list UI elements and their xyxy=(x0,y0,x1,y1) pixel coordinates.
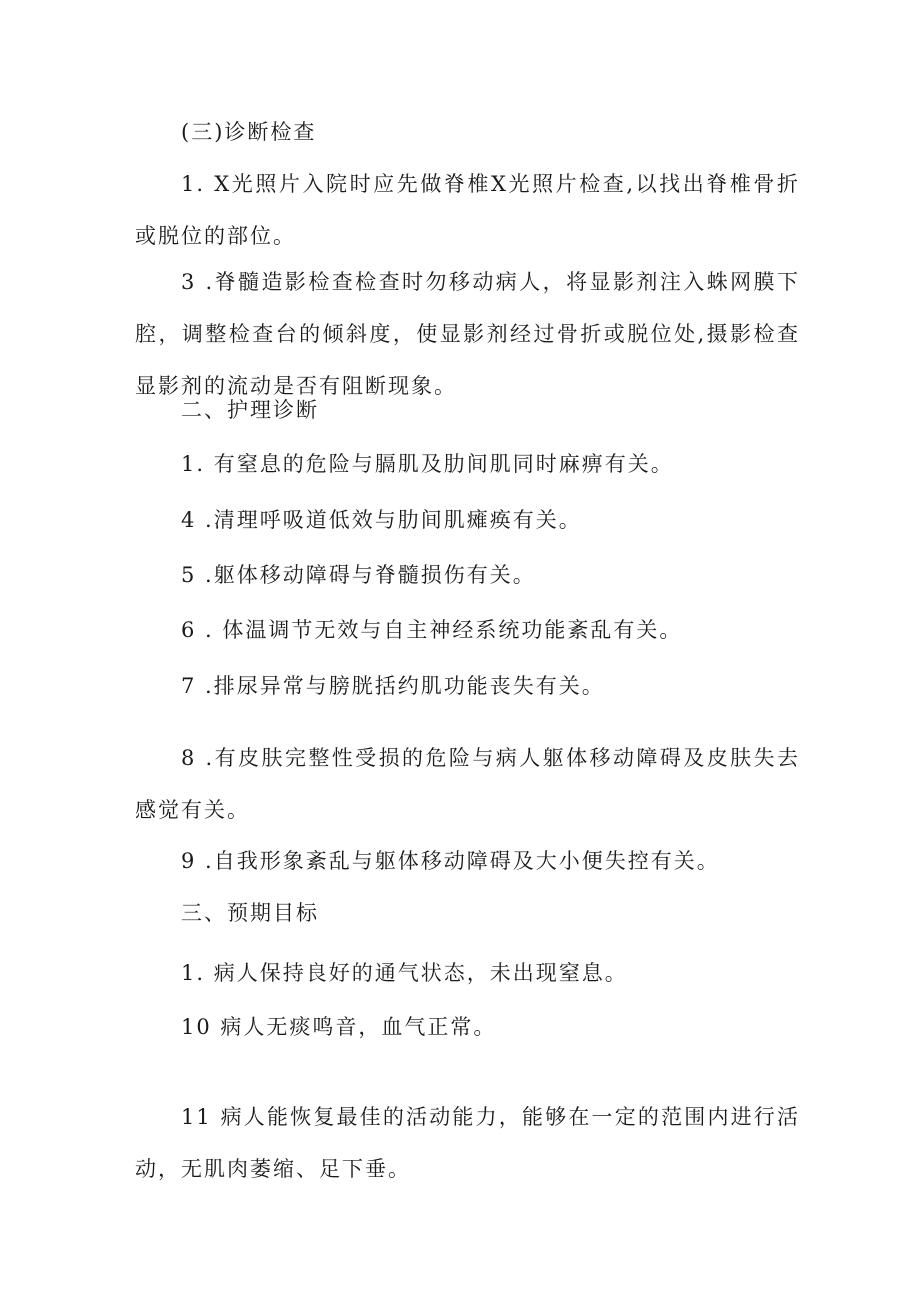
list-item-diagnosis-1: 1. 有窒息的危险与膈肌及肋间肌同时麻痹有关。 xyxy=(181,452,674,476)
section-heading-diagnostic-exam: (三)诊断检查 xyxy=(181,120,317,144)
list-item-diagnosis-8: 8 .有皮肤完整性受损的危险与病人躯体移动障碍及皮肤失去感觉有关。 xyxy=(135,746,800,822)
section-heading-nursing-diagnosis: 二、护理诊断 xyxy=(181,398,319,422)
list-item-goal-10: 10 病人无痰鸣音，血气正常。 xyxy=(181,1015,497,1039)
list-item-diagnosis-4: 4 .清理呼吸道低效与肋间肌瘫痪有关。 xyxy=(181,508,582,532)
list-item-goal-1: 1. 病人保持良好的通气状态，未出现窒息。 xyxy=(181,961,628,985)
list-item-diagnosis-9: 9 .自我形象紊乱与躯体移动障碍及大小便失控有关。 xyxy=(181,849,720,873)
list-item-diagnosis-6: 6 . 体温调节无效与自主神经系统功能紊乱有关。 xyxy=(181,618,683,642)
section-heading-expected-goals: 三、预期目标 xyxy=(181,901,319,925)
list-item-goal-11: 11 病人能恢复最佳的活动能力，能够在一定的范围内进行活动，无肌肉萎缩、足下垂。 xyxy=(135,1105,800,1181)
paragraph-xray: 1. X光照片入院时应先做脊椎X光照片检查,以找出脊椎骨折或脱位的部位。 xyxy=(135,172,800,248)
paragraph-myelography: 3 .脊髓造影检查检查时勿移动病人，将显影剂注入蛛网膜下腔，调整检查台的倾斜度，使显影剂经过骨折或脱位处,摄影检查显影剂的流动是否有阻断现象。 xyxy=(135,270,800,398)
list-item-diagnosis-7: 7 .排尿异常与膀胱括约肌功能丧失有关。 xyxy=(181,674,605,698)
list-item-diagnosis-5: 5 .躯体移动障碍与脊髓损伤有关。 xyxy=(181,563,536,587)
